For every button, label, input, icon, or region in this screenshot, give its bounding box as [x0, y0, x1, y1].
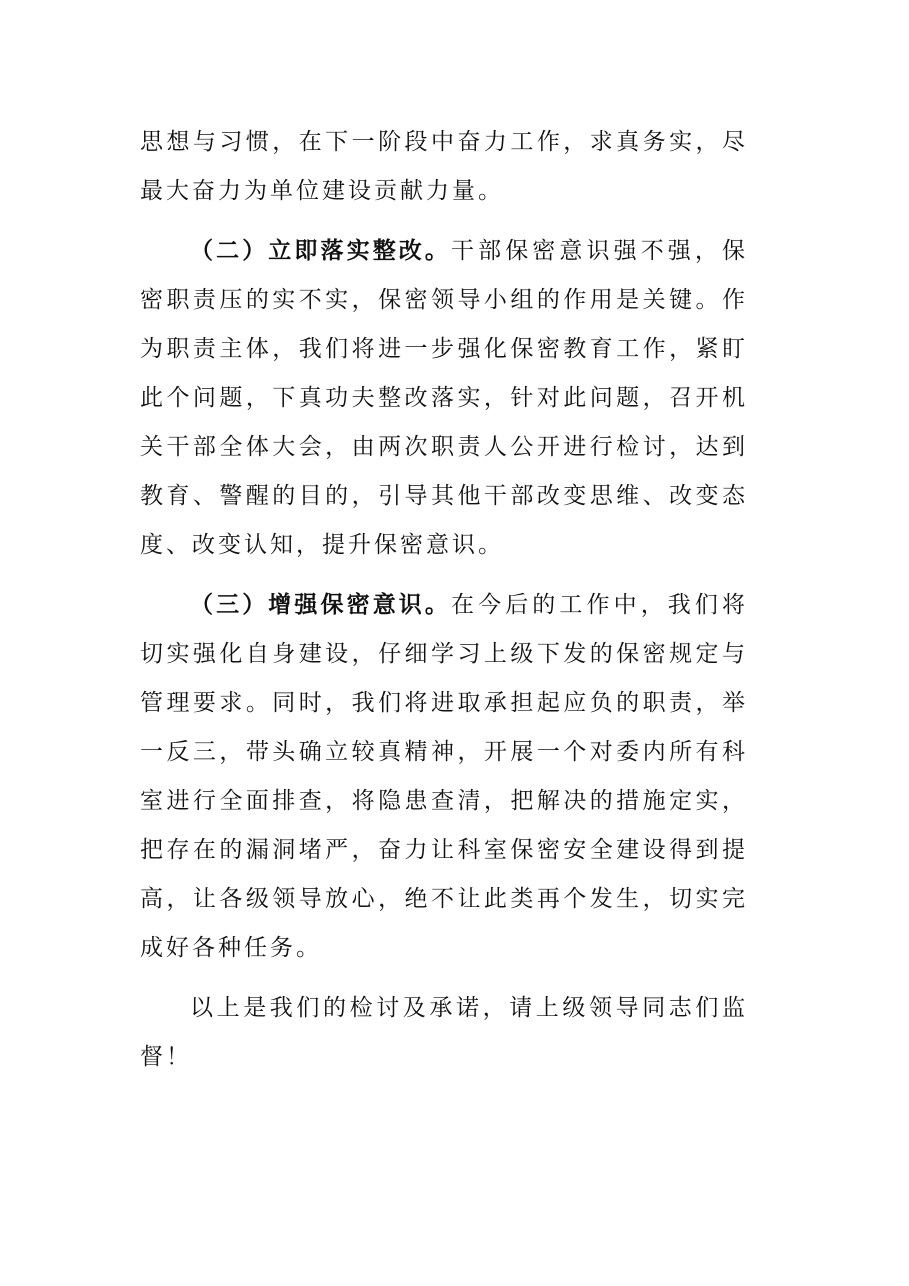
paragraph-awareness [140, 581, 748, 973]
section-heading-awareness: （三）增强保密意识。 [190, 592, 451, 618]
section-heading-rectification: （二）立即落实整改。 [190, 238, 451, 264]
paragraph-rectification [140, 227, 748, 570]
paragraph-text: 思想与习惯，在下一阶段中奋力工作，求真务实，尽最大奋力为单位建设贡献力量。 [140, 129, 748, 204]
paragraph-closing [140, 984, 748, 1082]
paragraph-continuation [140, 118, 748, 216]
paragraph-text: 干部保密意识强不强，保密职责压的实不实，保密领导小组的作用是关键。作为职责主体，我们将进一步强化保密教育工作，紧盯此个问题，下真功夫整改落实，针对此问题，召开机关干部全体大会，由两次职责人公开进行检讨，达到教育、警醒的目的，引导其他干部改变思维、改变态度、改变认知，提升保密意识。 [140, 238, 749, 558]
document-body [140, 118, 748, 1093]
paragraph-text: 以上是我们的检讨及承诺，请上级领导同志们监督！ [140, 995, 748, 1070]
paragraph-text: 在今后的工作中，我们将切实强化自身建设，仔细学习上级下发的保密规定与管理要求。同时，我们将进取承担起应负的职责，举一反三，带头确立较真精神，开展一个对委内所有科室进行全面排查，将隐患查清，把解决的措施定实，把存在的漏洞堵严，奋力让科室保密安全建设得到提高，让各级领导放心，绝不让此类再个发生，切实完成好各种任务。 [140, 592, 749, 961]
